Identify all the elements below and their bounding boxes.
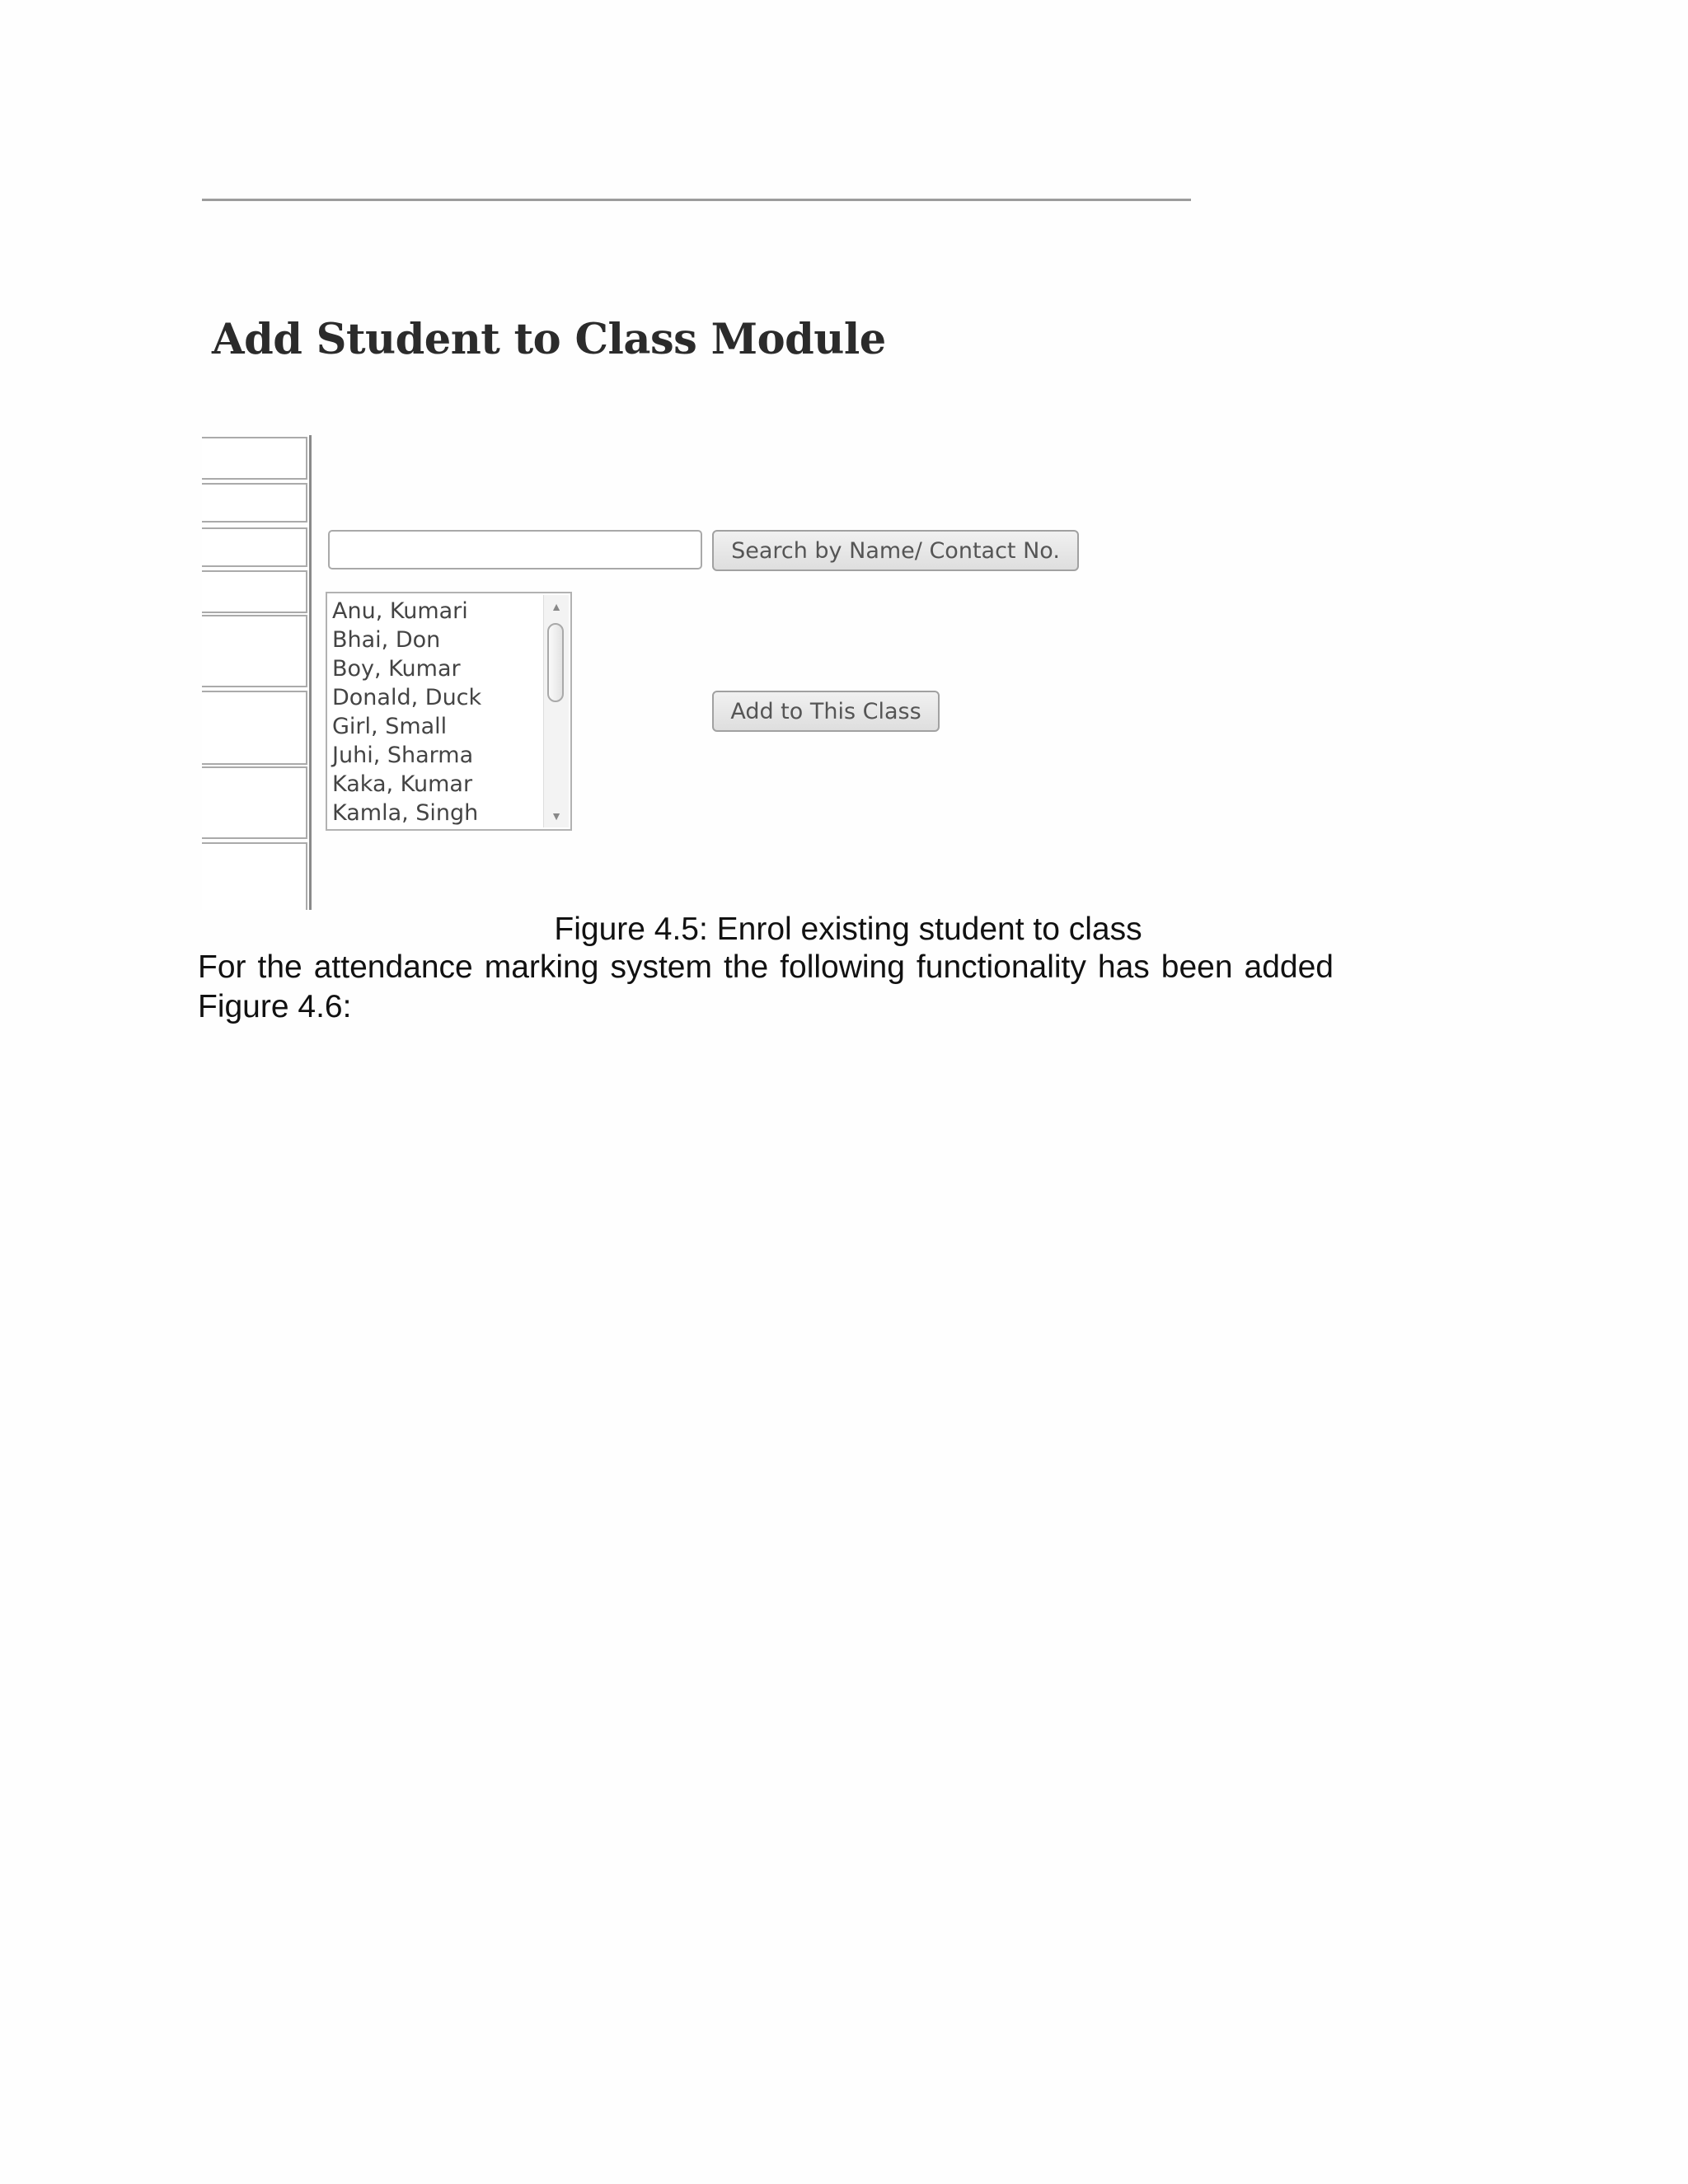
add-to-class-button[interactable]: Add to This Class bbox=[712, 691, 940, 732]
left-column-border bbox=[309, 435, 312, 910]
list-item[interactable]: Girl, Small bbox=[332, 714, 448, 739]
module-title: Add Student to Class Module bbox=[212, 315, 886, 364]
list-item[interactable]: Kaka, Kumar bbox=[332, 771, 473, 797]
list-item[interactable]: Juhi, Sharma bbox=[332, 743, 474, 768]
figure-caption: Figure 4.5: Enrol existing student to class bbox=[554, 912, 1142, 947]
list-item[interactable]: Boy, Kumar bbox=[332, 656, 461, 682]
figure-screenshot bbox=[0, 0, 1688, 915]
list-item[interactable]: Anu, Kumari bbox=[332, 598, 468, 624]
cropped-field-box bbox=[202, 483, 307, 523]
cropped-field-box bbox=[202, 615, 307, 687]
search-input[interactable] bbox=[328, 530, 702, 569]
cropped-field-box bbox=[202, 766, 307, 839]
list-item[interactable]: Donald, Duck bbox=[332, 685, 482, 710]
listbox-scrollbar[interactable] bbox=[543, 595, 569, 827]
body-paragraph bbox=[198, 948, 1334, 1027]
student-listbox[interactable] bbox=[326, 592, 572, 831]
scroll-down-icon[interactable]: ▼ bbox=[551, 809, 562, 823]
body-line: For the attendance marking system the following functionality has been added bbox=[198, 949, 1334, 985]
list-item[interactable]: Bhai, Don bbox=[332, 627, 441, 653]
cropped-field-box bbox=[202, 437, 307, 480]
cropped-field-box bbox=[202, 691, 307, 765]
list-item[interactable]: Kamla, Singh bbox=[332, 800, 479, 826]
scroll-thumb[interactable] bbox=[547, 623, 564, 702]
cropped-field-box bbox=[202, 527, 307, 567]
body-line: Figure 4.6: bbox=[198, 989, 352, 1024]
search-button[interactable]: Search by Name/ Contact No. bbox=[712, 530, 1079, 571]
scroll-up-icon[interactable]: ▲ bbox=[551, 600, 562, 613]
top-divider bbox=[202, 199, 1191, 201]
cropped-field-box bbox=[202, 570, 307, 613]
cropped-field-box bbox=[202, 842, 307, 910]
student-list bbox=[332, 597, 481, 827]
